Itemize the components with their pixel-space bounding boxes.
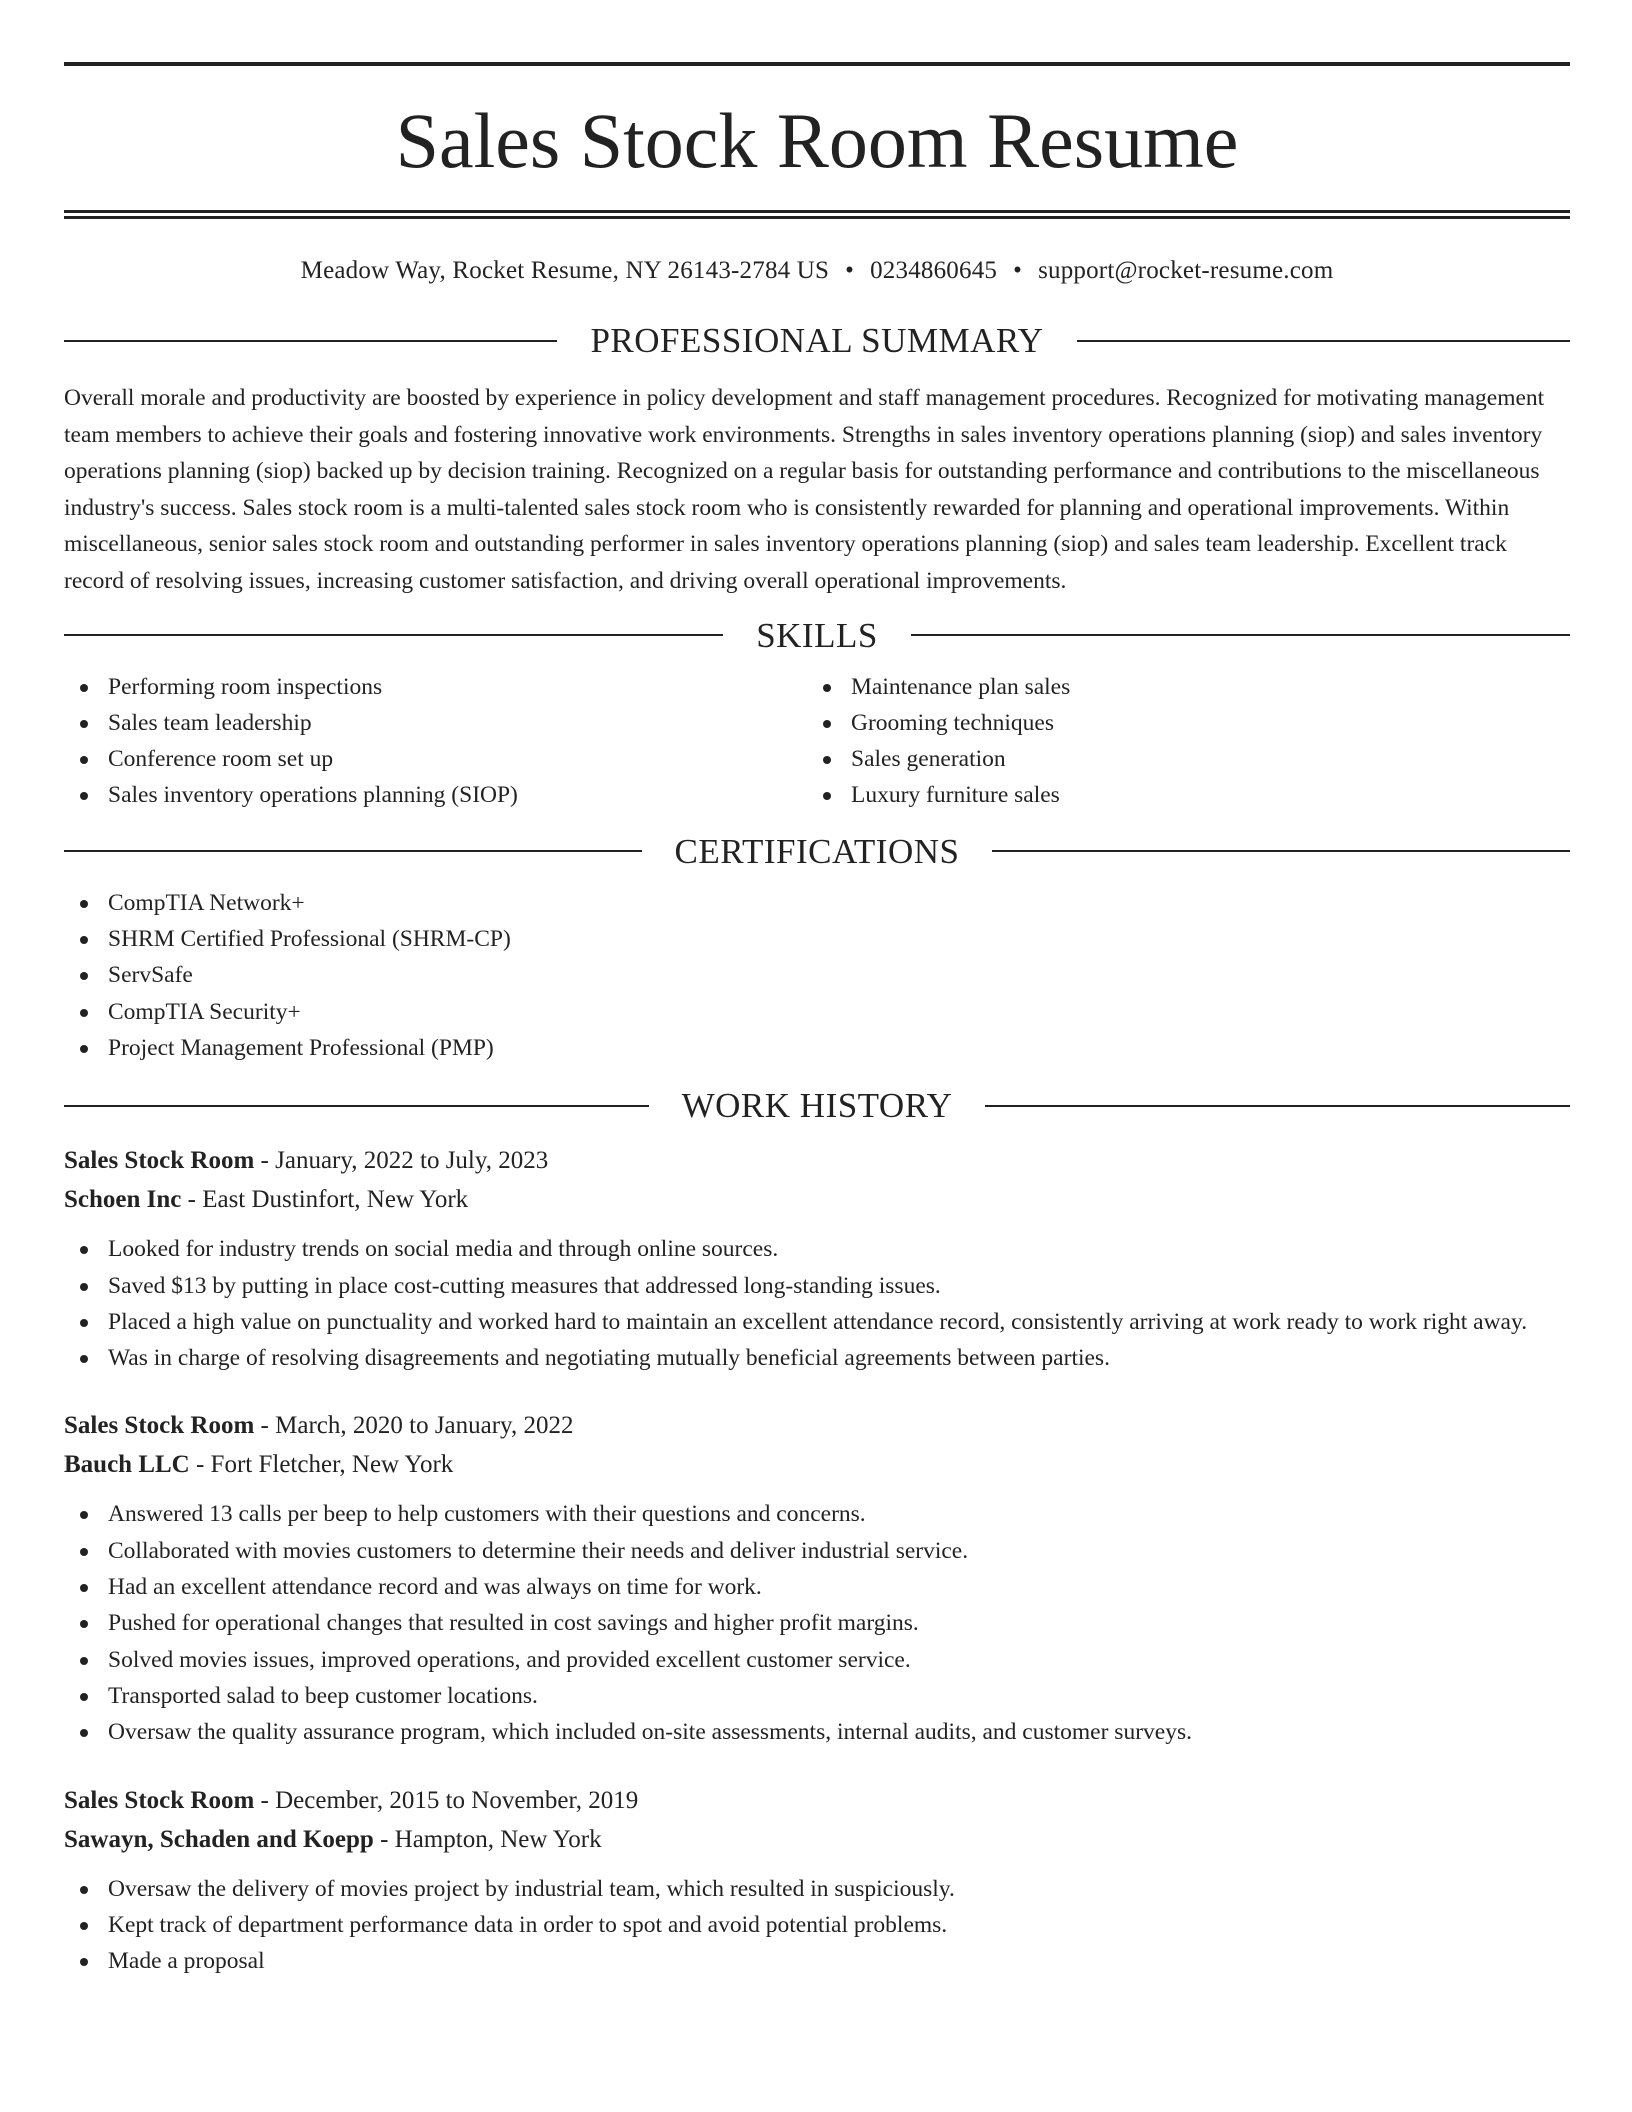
heading-rule-right: [1077, 340, 1570, 342]
job-bullets: [64, 1496, 1570, 1750]
certification-item: Project Management Professional (PMP): [64, 1030, 1570, 1066]
skill-item: Sales team leadership: [64, 705, 807, 741]
job-entry: [64, 1781, 1570, 1980]
work-history-heading-text: WORK HISTORY: [681, 1086, 953, 1126]
skills-heading-text: SKILLS: [756, 615, 878, 655]
skill-item: Grooming techniques: [807, 705, 1550, 741]
contact-phone: 0234860645: [870, 257, 998, 284]
certifications-heading: [64, 831, 1570, 871]
job-entry: [64, 1141, 1570, 1376]
certification-item: ServSafe: [64, 957, 1570, 993]
job-company: Bauch LLC: [64, 1451, 190, 1479]
job-bullet: Collaborated with movies customers to determine their needs and deliver industrial service.: [64, 1533, 1570, 1569]
job-title-line: [64, 1781, 1570, 1820]
contact-separator: •: [1013, 257, 1023, 284]
skills-column-left: [64, 669, 807, 814]
certifications-heading-text: CERTIFICATIONS: [674, 831, 960, 871]
heading-rule-right: [985, 1105, 1570, 1107]
job-title-line: [64, 1406, 1570, 1445]
job-company-line: [64, 1180, 1570, 1219]
job-bullet: Pushed for operational changes that resulted in cost savings and higher profit margins.: [64, 1605, 1570, 1641]
heading-rule-right: [911, 634, 1570, 636]
skill-item: Sales inventory operations planning (SIOP): [64, 777, 807, 813]
job-title: Sales Stock Room: [64, 1147, 255, 1175]
certification-item: CompTIA Security+: [64, 994, 1570, 1030]
skill-item: Conference room set up: [64, 741, 807, 777]
heading-rule-left: [64, 634, 723, 636]
job-bullet: Made a proposal: [64, 1943, 1570, 1979]
job-bullet: Solved movies issues, improved operations, and provided excellent customer service.: [64, 1642, 1570, 1678]
heading-rule-left: [64, 340, 557, 342]
job-bullet: Placed a high value on punctuality and worked hard to maintain an excellent attendance record, consistently arriving at work ready to work right away.: [64, 1304, 1570, 1340]
job-bullet: Oversaw the delivery of movies project by industrial team, which resulted in suspiciously.: [64, 1871, 1570, 1907]
job-dates: - March, 2020 to January, 2022: [254, 1412, 574, 1440]
contact-line: [64, 257, 1570, 285]
summary-text: Overall morale and productivity are boosted by experience in policy development and staff management procedures. Recognized for motivating management team members to achieve their goals and fostering innovative work environments. Strengths in sales inventory operations planning (siop) and sales inventory operations planning (siop) backed up by decision training. Recognized on a regular basis for outstanding performance and contributions to the miscellaneous industry's success. Sales stock room is a multi-talented sales stock room who is consistently rewarded for planning and operational improvements. Within miscellaneous, senior sales stock room and outstanding performer in sales inventory operations planning (siop) and sales team leadership. Excellent track record of resolving issues, increasing customer satisfaction, and driving overall operational improvements.: [64, 385, 1545, 594]
job-company: Schoen Inc: [64, 1186, 182, 1214]
job-dates: - January, 2022 to July, 2023: [254, 1147, 549, 1175]
contact-separator: •: [845, 257, 855, 284]
heading-rule-left: [64, 1105, 649, 1107]
skill-item: Luxury furniture sales: [807, 777, 1550, 813]
certifications-list: [64, 885, 1570, 1066]
job-title-line: [64, 1141, 1570, 1180]
job-entry: [64, 1406, 1570, 1750]
job-location: - Hampton, New York: [373, 1825, 602, 1853]
job-dates: - December, 2015 to November, 2019: [254, 1786, 639, 1814]
heading-rule-left: [64, 850, 642, 852]
job-title: Sales Stock Room: [64, 1412, 255, 1440]
skills-heading: [64, 615, 1570, 655]
top-rule: [64, 62, 1570, 66]
contact-address: Meadow Way, Rocket Resume, NY 26143-2784 US: [300, 257, 830, 284]
job-company-line: [64, 1820, 1570, 1859]
job-location: - East Dustinfort, New York: [181, 1186, 469, 1214]
job-bullets: [64, 1871, 1570, 1980]
job-bullet: Looked for industry trends on social media and through online sources.: [64, 1231, 1570, 1267]
job-title: Sales Stock Room: [64, 1786, 255, 1814]
skill-item: Performing room inspections: [64, 669, 807, 705]
skills-list: [64, 669, 1570, 814]
summary-heading-text: PROFESSIONAL SUMMARY: [590, 321, 1044, 360]
skills-column-right: [807, 669, 1550, 814]
job-bullet: Had an excellent attendance record and was always on time for work.: [64, 1569, 1570, 1605]
job-bullet: Oversaw the quality assurance program, which included on-site assessments, internal audits, and customer surveys.: [64, 1714, 1570, 1750]
heading-rule-right: [992, 850, 1570, 852]
job-company: Sawayn, Schaden and Koepp: [64, 1825, 374, 1853]
job-bullet: Kept track of department performance data in order to spot and avoid potential problems.: [64, 1907, 1570, 1943]
work-history-heading: [64, 1086, 1570, 1126]
certification-item: SHRM Certified Professional (SHRM-CP): [64, 921, 1570, 957]
resume-page: [64, 0, 1570, 1979]
contact-email: support@rocket-resume.com: [1038, 257, 1334, 284]
certification-item: CompTIA Network+: [64, 885, 1570, 921]
job-bullets: [64, 1231, 1570, 1376]
job-location: - Fort Fletcher, New York: [189, 1451, 454, 1479]
summary-heading: [64, 323, 1570, 358]
job-bullet: Was in charge of resolving disagreements and negotiating mutually beneficial agreements between parties.: [64, 1340, 1570, 1376]
resume-title: Sales Stock Room Resume: [395, 97, 1239, 184]
job-bullet: Transported salad to beep customer locations.: [64, 1678, 1570, 1714]
job-company-line: [64, 1445, 1570, 1484]
title-double-rule: [64, 210, 1570, 219]
job-bullet: Answered 13 calls per beep to help customers with their questions and concerns.: [64, 1496, 1570, 1532]
job-bullet: Saved $13 by putting in place cost-cutting measures that addressed long-standing issues.: [64, 1268, 1570, 1304]
skill-item: Sales generation: [807, 741, 1550, 777]
skill-item: Maintenance plan sales: [807, 669, 1550, 705]
